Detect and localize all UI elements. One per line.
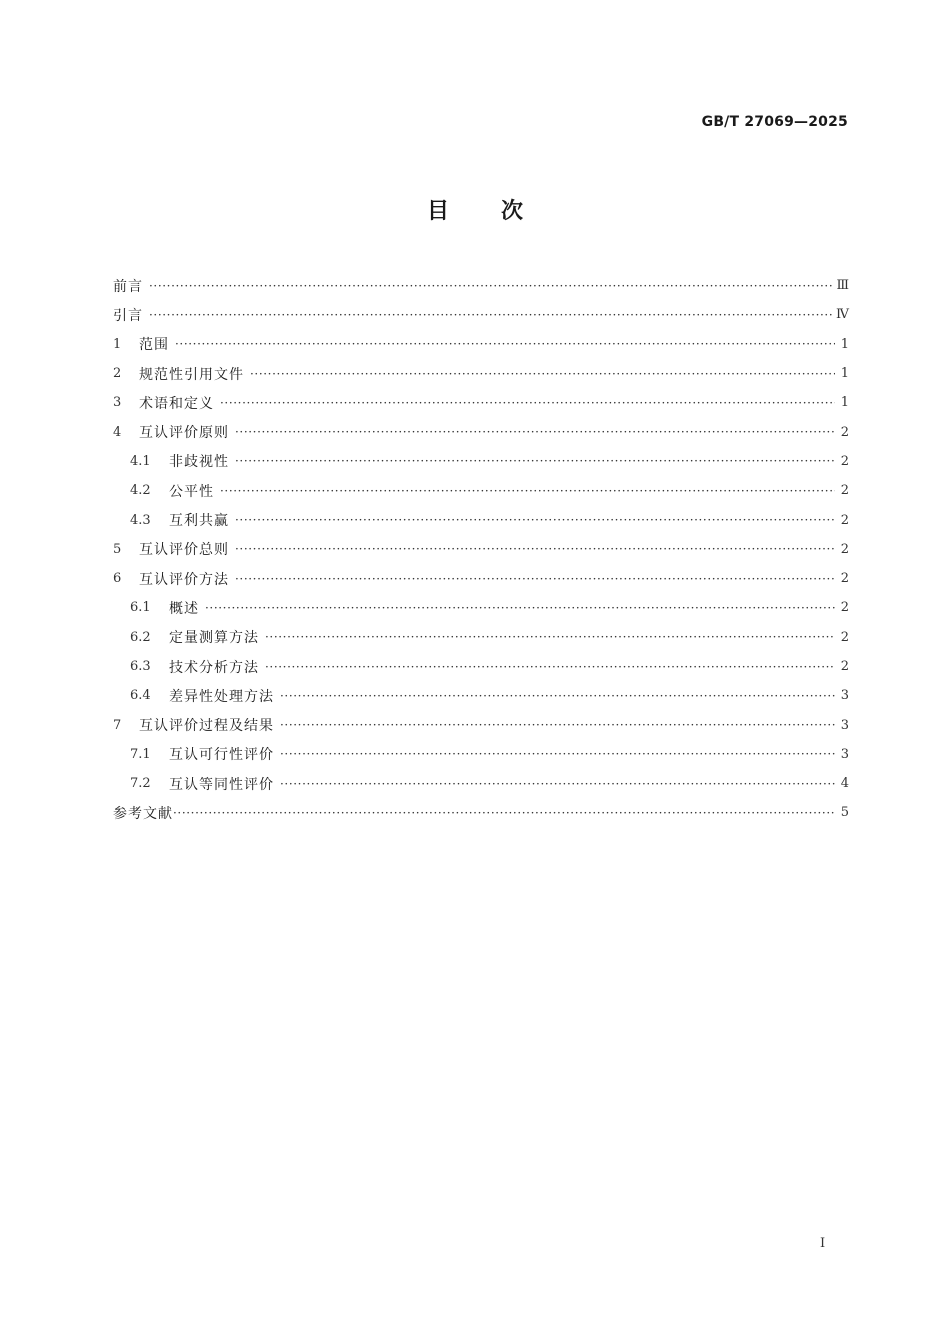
toc-entry-label: 互认评价总则	[139, 542, 229, 559]
toc-entry-label: 互利共赢	[169, 513, 229, 530]
page-title	[0, 194, 950, 225]
toc-dot-leader	[149, 279, 832, 293]
toc-entry-6-3[interactable]	[113, 652, 849, 681]
toc-entry-page: 3	[840, 746, 849, 762]
toc-dot-leader	[250, 367, 835, 381]
toc-entry-introduction[interactable]	[113, 300, 849, 329]
toc-entry-2[interactable]	[113, 359, 849, 388]
toc-entry-page: 2	[840, 541, 849, 557]
toc-entry-number: 4.3	[130, 512, 151, 528]
toc-entry-page: 2	[840, 424, 849, 440]
toc-entry-label: 互认可行性评价	[169, 747, 274, 764]
toc-entry-number: 6	[113, 571, 122, 587]
standard-number: GB/T 27069—2025	[701, 114, 848, 130]
toc-entry-number: 7.1	[130, 746, 151, 762]
toc-entry-label: 引言	[113, 307, 143, 324]
toc-entry-label: 互认评价方法	[139, 571, 229, 588]
toc-entry-page: Ⅲ	[836, 278, 849, 294]
toc-entry-number: 3	[113, 395, 122, 411]
toc-entry-label: 术语和定义	[139, 395, 214, 412]
toc-entry-page: Ⅳ	[836, 307, 849, 323]
toc-entry-foreword[interactable]	[113, 271, 849, 300]
toc-dot-leader	[280, 689, 835, 703]
footer-page-number: I	[820, 1236, 826, 1251]
toc-entry-number: 6.3	[130, 659, 151, 674]
toc-entry-label: 公平性	[169, 483, 214, 500]
toc-entry-4[interactable]	[113, 417, 849, 446]
toc-entry-number: 4.2	[130, 483, 151, 499]
toc-entry-6[interactable]	[113, 564, 849, 593]
toc-entry-number: 4.1	[130, 453, 151, 469]
toc-entry-page: 3	[840, 717, 849, 733]
toc-dot-leader	[280, 747, 835, 761]
toc-entry-4-2[interactable]	[113, 476, 849, 505]
page-title-char-1: 目	[426, 199, 449, 224]
toc-entry-page: 2	[840, 453, 849, 469]
toc-dot-leader	[205, 601, 835, 615]
toc-entry-4-1[interactable]	[113, 447, 849, 476]
toc-entry-number: 7.2	[130, 776, 151, 792]
toc-entry-page: 1	[840, 366, 849, 382]
toc-dot-leader	[235, 425, 835, 439]
toc-entry-label: 互认评价原则	[139, 425, 229, 442]
toc-dot-leader	[235, 513, 835, 527]
toc-dot-leader	[220, 396, 835, 410]
toc-entry-7-1[interactable]	[113, 740, 849, 769]
toc-entry-page: 2	[840, 600, 849, 616]
toc-dot-leader	[173, 806, 835, 820]
toc-entry-7[interactable]	[113, 710, 849, 739]
toc-entry-label: 互认评价过程及结果	[139, 718, 274, 735]
toc-entry-label: 定量测算方法	[169, 630, 259, 647]
toc-entry-page: 2	[840, 483, 849, 499]
toc-entry-label: 技术分析方法	[169, 659, 259, 676]
toc-entry-label: 非歧视性	[169, 454, 229, 471]
toc-entry-label: 差异性处理方法	[169, 688, 274, 705]
toc-entry-number: 6.2	[130, 629, 151, 645]
toc-entry-number: 7	[113, 717, 122, 733]
toc-entry-number: 6.1	[130, 600, 151, 616]
toc-entry-5[interactable]	[113, 535, 849, 564]
toc-entry-label: 概述	[169, 600, 199, 617]
toc-entry-page: 3	[840, 688, 849, 704]
toc-entry-page: 4	[840, 776, 849, 792]
toc-entry-page: 5	[840, 805, 849, 821]
toc-entry-6-1[interactable]	[113, 593, 849, 622]
toc-entry-label: 互认等同性评价	[169, 776, 274, 793]
toc-entry-label: 前言	[113, 278, 143, 295]
toc-dot-leader	[265, 660, 835, 674]
toc-entry-page: 1	[840, 336, 849, 352]
toc-entry-bibliography[interactable]	[113, 798, 849, 827]
toc-entry-number: 5	[113, 541, 122, 557]
table-of-contents	[113, 271, 849, 828]
toc-entry-3[interactable]	[113, 388, 849, 417]
toc-dot-leader	[235, 542, 835, 556]
toc-dot-leader	[235, 572, 835, 586]
toc-entry-number: 2	[113, 366, 122, 382]
toc-entry-label: 范围	[139, 337, 169, 354]
toc-entry-number: 1	[113, 336, 122, 352]
toc-entry-4-3[interactable]	[113, 505, 849, 534]
toc-entry-number: 6.4	[130, 688, 151, 704]
toc-dot-leader	[220, 484, 835, 498]
toc-entry-7-2[interactable]	[113, 769, 849, 798]
toc-entry-1[interactable]	[113, 330, 849, 359]
toc-entry-page: 2	[840, 571, 849, 587]
toc-entry-label: 参考文献	[113, 805, 173, 822]
page-title-char-2: 次	[501, 199, 524, 224]
toc-entry-6-4[interactable]	[113, 681, 849, 710]
toc-entry-page: 1	[840, 395, 849, 411]
toc-entry-page: 2	[840, 659, 849, 674]
toc-dot-leader	[280, 777, 835, 791]
toc-entry-6-2[interactable]	[113, 623, 849, 652]
toc-dot-leader	[149, 308, 832, 322]
toc-dot-leader	[175, 337, 835, 351]
toc-entry-page: 2	[840, 629, 849, 645]
toc-dot-leader	[265, 630, 835, 644]
toc-entry-page: 2	[840, 512, 849, 528]
toc-dot-leader	[280, 718, 835, 732]
toc-entry-number: 4	[113, 424, 122, 440]
toc-dot-leader	[235, 454, 835, 468]
toc-entry-label: 规范性引用文件	[139, 366, 244, 383]
